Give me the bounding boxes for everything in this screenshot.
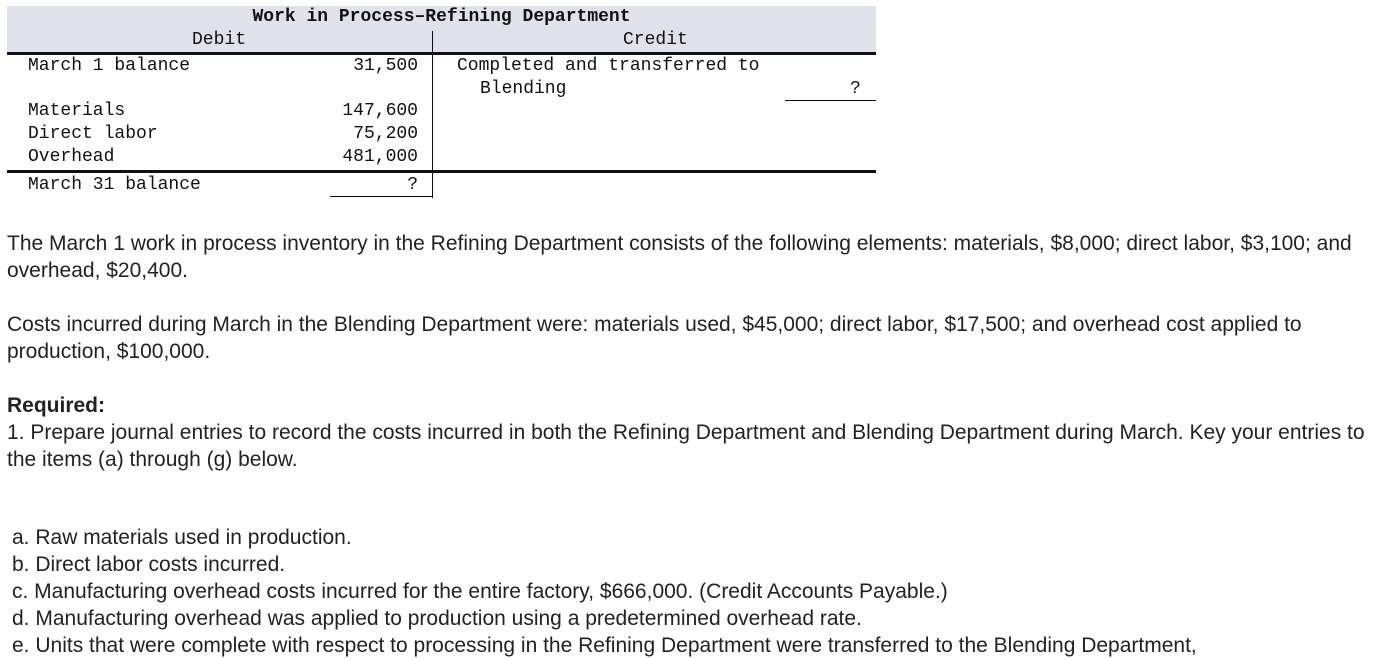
top-rule [7, 52, 876, 55]
debit-row-value: 75,200 [353, 124, 418, 144]
credit-row-label-line1: Completed and transferred to [457, 56, 760, 76]
credit-row-value: ? [850, 79, 861, 99]
ending-underline [330, 196, 432, 197]
list-item: b. Direct labor costs incurred. [12, 553, 286, 576]
required-heading: Required: [7, 394, 106, 417]
paragraph-blending-costs: Costs incurred during March in the Blending Department were: materials used, $45,000; direct labor, $17,500; and overhead cost applied to production, $100,000. [7, 313, 1302, 363]
debit-row-value: 481,000 [342, 147, 418, 167]
debit-row-value: 147,600 [342, 101, 418, 121]
required-text: 1. Prepare journal entries to record the costs incurred in both the Refining Department and Blending Department during March. Key your entries to the items (a) through (g) below. [7, 421, 1365, 471]
debit-row-label: Direct labor [28, 124, 158, 144]
list-item: d. Manufacturing overhead was applied to production using a predetermined overhead rate. [12, 607, 862, 630]
list-item: e. Units that were complete with respect to processing in the Refining Department were transferred to the Blending Department, [12, 634, 1197, 657]
items-list [12, 524, 1392, 659]
subtotal-rule [7, 170, 876, 173]
debit-row-value: 31,500 [353, 56, 418, 76]
debit-row-label: Materials [28, 101, 126, 121]
t-account [0, 0, 880, 200]
account-title: Work in Process–Refining Department [252, 7, 631, 27]
paragraph [7, 230, 1392, 284]
list-item: a. Raw materials used in production. [12, 526, 352, 549]
list-item: c. Manufacturing overhead costs incurred for the entire factory, $666,000. (Credit Accounts Payable.) [12, 580, 948, 603]
credit-underline [785, 100, 876, 101]
ending-balance-label: March 31 balance [28, 175, 201, 195]
debit-row-label: Overhead [28, 147, 115, 167]
credit-label: Credit [623, 30, 688, 50]
debit-row-label: March 1 balance [28, 56, 191, 76]
ending-balance-value: ? [407, 175, 418, 195]
paragraph-refining-wip: The March 1 work in process inventory in the Refining Department consists of the following elements: materials, $8,000; direct labor, $3,100; and overhead, $20,400. [7, 232, 1352, 282]
credit-row-label-line2: Blending [480, 79, 567, 99]
debit-label: Debit [192, 30, 247, 50]
paragraph [7, 311, 1392, 365]
required-section [7, 392, 1392, 473]
